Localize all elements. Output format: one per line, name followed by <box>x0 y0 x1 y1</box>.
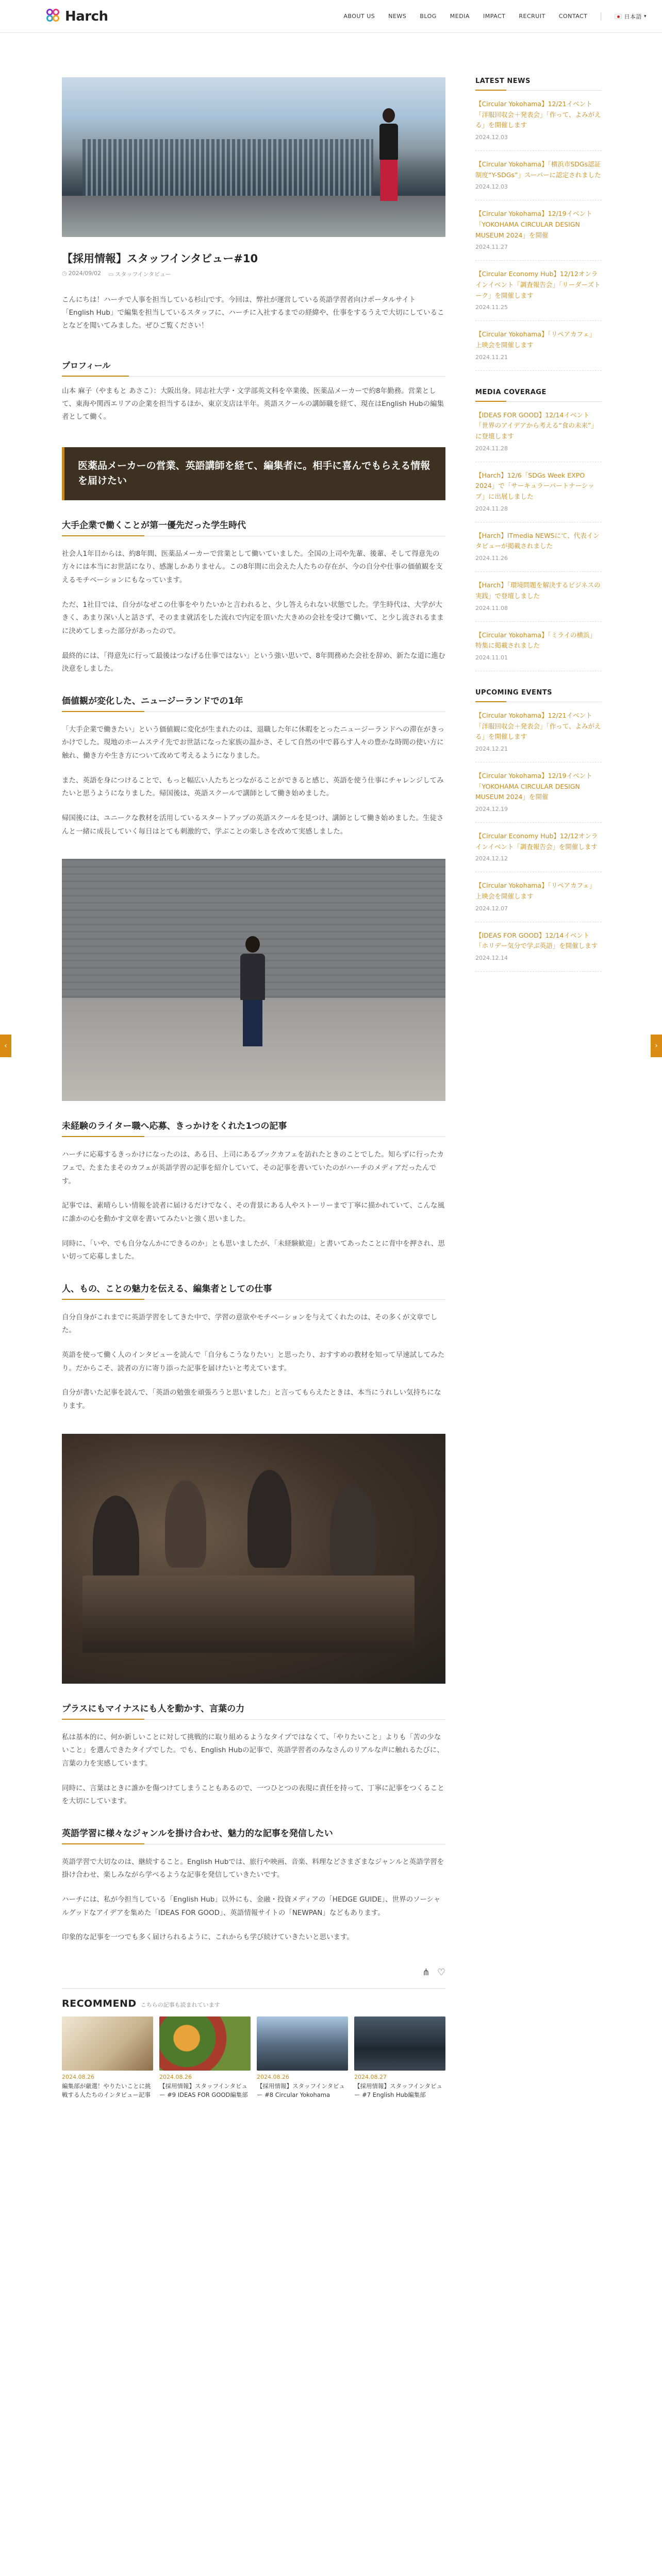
upcoming-events-title: UPCOMING EVENTS <box>475 689 602 702</box>
section-heading: 英語学習に様々なジャンルを掛け合わせ、魅力的な記事を発信したい <box>62 1826 445 1844</box>
paragraph: 社会人1年目からは、約8年間、医薬品メーカーで営業として働いていました。全国の上司や先輩、後輩、そして得意先の方々には本当にお世話になり、感謝しかありません。この8年間に出会えた人たちの存在が、今の自分や仕事の価値観を支えるモチベーションにもなっています。 <box>62 549 443 584</box>
nav-impact[interactable]: IMPACT <box>483 13 506 20</box>
nav-blog[interactable]: BLOG <box>420 13 437 20</box>
list-item[interactable]: 【Harch】「環境問題を解決するビジネスの実践」で登壇しました 2024.11.08 <box>475 572 602 621</box>
site-header <box>0 0 662 33</box>
recommend-text: 編集部が厳選！やりたいことに挑戦する人たちのインタビュー記事 <box>62 2082 151 2099</box>
recommend-thumbnail <box>354 2016 445 2071</box>
upcoming-events <box>475 689 602 972</box>
paragraph: 英語を使って働く人のインタビューを読んで「自分もこうなりたい」と思ったり、おすすめの教材を知って早速試してみたり。だからこそ、読者の方に寄り添った記事を届けたいと考えています。 <box>62 1351 445 1372</box>
recommend-thumbnail <box>257 2016 348 2071</box>
language-selector[interactable] <box>615 12 647 21</box>
chevron-left-icon: ‹ <box>4 1042 7 1050</box>
section-3 <box>62 1118 445 1263</box>
section-heading: プラスにもマイナスにも人を動かす、言葉の力 <box>62 1701 445 1720</box>
section-heading: 人、もの、ことの魅力を伝える、編集者としての仕事 <box>62 1281 445 1300</box>
paragraph: ただ、1社目では、自分がなぜこの仕事をやりたいかと言われると、少し答えられない状態でした。学生時代は、大学が大きく、あまり深い人と話さず、そのまま就活をした流れで内定を頂いた大きめの会社を受けて働いて、と少し流されるままに決めてしまった部分があったので。 <box>62 600 444 635</box>
paragraph: 私は基本的に、何か新しいことに対して挑戦的に取り組めるようなタイプではなくて、「やりたいこと」よりも「苦の少ないこと」を選んできたタイプでした。でも、English Hubの記事で、英語学習者のみなさんのリアルな声に触れるたびに、言葉の力を実感しています。 <box>62 1733 444 1768</box>
recommend-date: 2024.08.27 <box>354 2074 387 2081</box>
post-date: ◷ 2024/09/02 <box>62 270 102 277</box>
recommend-date: 2024.08.26 <box>159 2074 192 2081</box>
language-label: 日本語 <box>624 13 642 20</box>
list-item[interactable]: 【Circular Yokohama】「リペアカフェ」上映会を開催します 2024.11.21 <box>475 321 602 370</box>
main-nav <box>343 12 647 21</box>
paragraph: 自分が書いた記事を読んで、「英語の勉強を頑張ろうと思いました」と言ってもらえたときは、本当にうれしい気持ちになります。 <box>62 1388 441 1410</box>
recommend-text: 【採用情報】スタッフインタビュー #7 English Hub編集部 <box>354 2082 443 2099</box>
chevron-right-icon: › <box>655 1042 658 1050</box>
recommend-thumbnail <box>62 2016 153 2071</box>
list-item[interactable]: 【Circular Yokohama】12/19イベント「YOKOHAMA CIRCULAR DESIGN MUSEUM 2024」を開催 2024.11.27 <box>475 200 602 261</box>
recommend-card[interactable] <box>62 2016 153 2100</box>
section-1 <box>62 518 445 676</box>
recommend-title: RECOMMEND <box>62 1998 137 2010</box>
profile-text: 山本 麻子（やまもと あさこ）：大阪出身。同志社大学・文学部英文科を卒業後、医薬品メーカーで約8年勤務。営業として、東海や関西エリアの企業を担当するほか、東京支店は半年。英語スクールの講師職を経て、現在はEnglish Hubの編集者として働く。 <box>62 386 444 421</box>
recommend-text: 【採用情報】スタッフインタビュー #8 Circular Yokohama <box>257 2082 345 2099</box>
logo-text: Harch <box>65 8 108 24</box>
recommend-thumbnail <box>159 2016 251 2071</box>
hero-image <box>62 77 445 237</box>
meeting-photo <box>62 1434 445 1684</box>
media-coverage <box>475 388 602 671</box>
logo[interactable] <box>46 9 108 24</box>
paragraph: 同時に、「いや、でも自分なんかにできるのか」とも思いましたが、「未経験歓迎」と書いてあったことに背中を押され、思い切って応募しました。 <box>62 1239 445 1261</box>
list-item[interactable]: 【Circular Yokohama】「横浜市SDGs認証制度“Y-SDGs”」スーパーに認定されました 2024.12.03 <box>475 151 602 200</box>
section-6 <box>62 1826 445 1944</box>
paragraph: 記事では、素晴らしい情報を読者に届けるだけでなく、その背景にある人やストーリーまで丁寧に描かれていて、こんな風に誰かの心を動かす文章を書いてみたいと強く思いました。 <box>62 1201 444 1223</box>
post-meta <box>62 270 445 278</box>
list-item[interactable]: 【Circular Yokohama】12/19イベント「YOKOHAMA CIRCULAR DESIGN MUSEUM 2024」を開催 2024.12.19 <box>475 762 602 823</box>
flag-icon <box>615 14 622 19</box>
folder-icon: ▭ <box>108 271 114 278</box>
paragraph: ハーチに応募するきっかけになったのは、ある日、上司にあるブックカフェを訪れたときのことでした。知らずに行ったカフェで、たまたまそのカフェが英語学習の記事を紹介していて、その記事を書いていたのがハーチのメディアだったんです。 <box>62 1150 444 1185</box>
media-coverage-title: MEDIA COVERAGE <box>475 388 602 402</box>
section-5 <box>62 1701 445 1808</box>
recommend-date: 2024.08.26 <box>62 2074 94 2081</box>
list-item[interactable]: 【Circular Yokohama】12/21イベント「洋服回収会＋発表会」「作って、よみがえる」を開催します 2024.12.03 <box>475 91 602 151</box>
latest-news-title: LATEST NEWS <box>475 77 602 91</box>
list-item[interactable]: 【IDEAS FOR GOOD】12/14イベント「ホリデー気分で学ぶ英語」を開催します 2024.12.14 <box>475 922 602 972</box>
post-category[interactable]: ▭ スタッフインタビュー <box>108 271 171 278</box>
list-item[interactable]: 【Circular Yokohama】12/21イベント「洋服回収会＋発表会」「作って、よみがえる」を開催します 2024.12.21 <box>475 702 602 762</box>
recommend-date: 2024.08.26 <box>257 2074 289 2081</box>
section-4 <box>62 1281 445 1413</box>
nav-recruit[interactable]: RECRUIT <box>519 13 545 20</box>
recommend-subtitle: こちらの記事も読まれています <box>140 2002 220 2009</box>
list-item[interactable]: 【Harch】ITmedia NEWSにて、代表インタビューが掲載されました 2024.11.26 <box>475 522 602 572</box>
nav-contact[interactable]: CONTACT <box>558 13 588 20</box>
sidebar <box>475 77 602 2100</box>
like-heart-icon[interactable]: ♡ <box>437 1967 445 1978</box>
recommend-card[interactable] <box>159 2016 251 2100</box>
page-title: 【採用情報】スタッフインタビュー#10 <box>62 252 258 265</box>
paragraph: 印象的な記事を一つでも多く届けられるように、これからも学び続けていきたいと思います。 <box>62 1933 354 1942</box>
paragraph: また、英語を身につけることで、もっと幅広い人たちとつながることができると感じ、英語を使う仕事にチャレンジしてみたいと思うようになりました。帰国後は、英語スクールで講師として働き始めました。 <box>62 776 444 798</box>
share-bar <box>62 1967 445 1978</box>
list-item[interactable]: 【Harch】12/6「SDGs Week EXPO 2024」で「サーキュラーパートナーシップ」に出展しました 2024.11.28 <box>475 462 602 522</box>
section-heading: 未経験のライター職へ応募、きっかけをくれた1つの記事 <box>62 1118 445 1137</box>
nav-about[interactable]: ABOUT US <box>343 13 375 20</box>
recommend-section <box>62 1988 445 2100</box>
paragraph: 最終的には、「得意先に行って最後はつなげる仕事ではない」という強い思いで、8年間務めた会社を辞め、新たな道に進む決意をしました。 <box>62 651 445 673</box>
nav-news[interactable]: NEWS <box>388 13 407 20</box>
paragraph: 「大手企業で働きたい」という価値観に変化が生まれたのは、退職した年に休暇をとったニュージーランドへの滞在がきっかけでした。現地のホームステイ先でお世話になった家族の温かさ、そして自然の中で暮らす人々の豊かな時間の使い方に触れ、働き方や生き方について改めて考えるようになりました。 <box>62 725 444 760</box>
paragraph: 自分自身がこれまでに英語学習をしてきた中で、学習の意欲やモチベーションを与えてくれたのは、その多くが文章でした。 <box>62 1313 438 1335</box>
intro-text: こんにちは！ハーチで人事を担当している杉山です。今回は、弊社が運営している英語学習者向けポータルサイト「English Hub」で編集を担当しているスタッフに、ハーチに入社するまでの経緯や、仕事をするうえで大切にしていることなどを聞いてみました。ぜひご覧ください！ <box>62 296 444 330</box>
prev-post-arrow[interactable] <box>0 1035 11 1057</box>
section-2 <box>62 693 445 838</box>
logo-icon <box>46 9 62 24</box>
list-item[interactable]: 【IDEAS FOR GOOD】12/14イベント「世界のアイデアから考える“食の未来”」に登壇します 2024.11.28 <box>475 402 602 462</box>
list-item[interactable]: 【Circular Yokohama】「ミライの横浜」特集に掲載されました 2024.11.01 <box>475 622 602 671</box>
list-item[interactable]: 【Circular Economy Hub】12/12オンラインイベント「調査報告会」を開催します 2024.12.12 <box>475 823 602 872</box>
recommend-card[interactable] <box>257 2016 348 2100</box>
chevron-down-icon: ▾ <box>643 13 647 19</box>
section-heading: 価値観が変化した、ニュージーランドでの1年 <box>62 693 445 712</box>
paragraph: 英語学習で大切なのは、継続すること。English Hubでは、旅行や映画、音楽、料理などさまざまなジャンルと英語学習を掛け合わせ、楽しみながら学べるような記事を発信していきたいです。 <box>62 1857 444 1879</box>
paragraph: ハーチには、私が今担当している「English Hub」以外にも、金融・投資メディアの「HEDGE GUIDE」、世界のソーシャルグッドなアイデアを集めた「IDEAS FOR GOOD」、英語情報サイトの「NEWPAN」などもあります。 <box>62 1895 441 1917</box>
share-icon[interactable]: ⋔ <box>422 1967 430 1978</box>
paragraph: 帰国後には、ユニークな教材を活用しているスタートアップの英語スクールを見つけ、講師として働き始めました。生徒さんと一緒に成長していく毎日はとても刺激的で、学ぶことの楽しさを改めて実感しました。 <box>62 814 444 836</box>
list-item[interactable]: 【Circular Economy Hub】12/12オンラインイベント「調査報告会」「リーダーズトーク」を開催します 2024.11.25 <box>475 261 602 321</box>
latest-news <box>475 77 602 371</box>
clock-icon: ◷ <box>62 270 67 277</box>
section-heading: 大手企業で働くことが第一優先だった学生時代 <box>62 518 445 536</box>
nav-media[interactable]: MEDIA <box>450 13 470 20</box>
recommend-card[interactable] <box>354 2016 445 2100</box>
list-item[interactable]: 【Circular Yokohama】「リペアカフェ」上映会を開催します 2024.12.07 <box>475 872 602 922</box>
paragraph: 同時に、言葉はときに誰かを傷つけてしまうこともあるので、一つひとつの表現に責任を持って、丁寧に記事をつくることを大切にしています。 <box>62 1784 444 1806</box>
interview-photo <box>62 859 445 1101</box>
profile-heading: プロフィール <box>62 359 445 377</box>
next-post-arrow[interactable] <box>651 1035 662 1057</box>
article <box>62 77 445 2100</box>
recommend-text: 【採用情報】スタッフインタビュー #9 IDEAS FOR GOOD編集部 <box>159 2082 248 2099</box>
article-banner: 医薬品メーカーの営業、英語講師を経て、編集者に。相手に喜んでもらえる情報を届けたい <box>62 447 445 500</box>
